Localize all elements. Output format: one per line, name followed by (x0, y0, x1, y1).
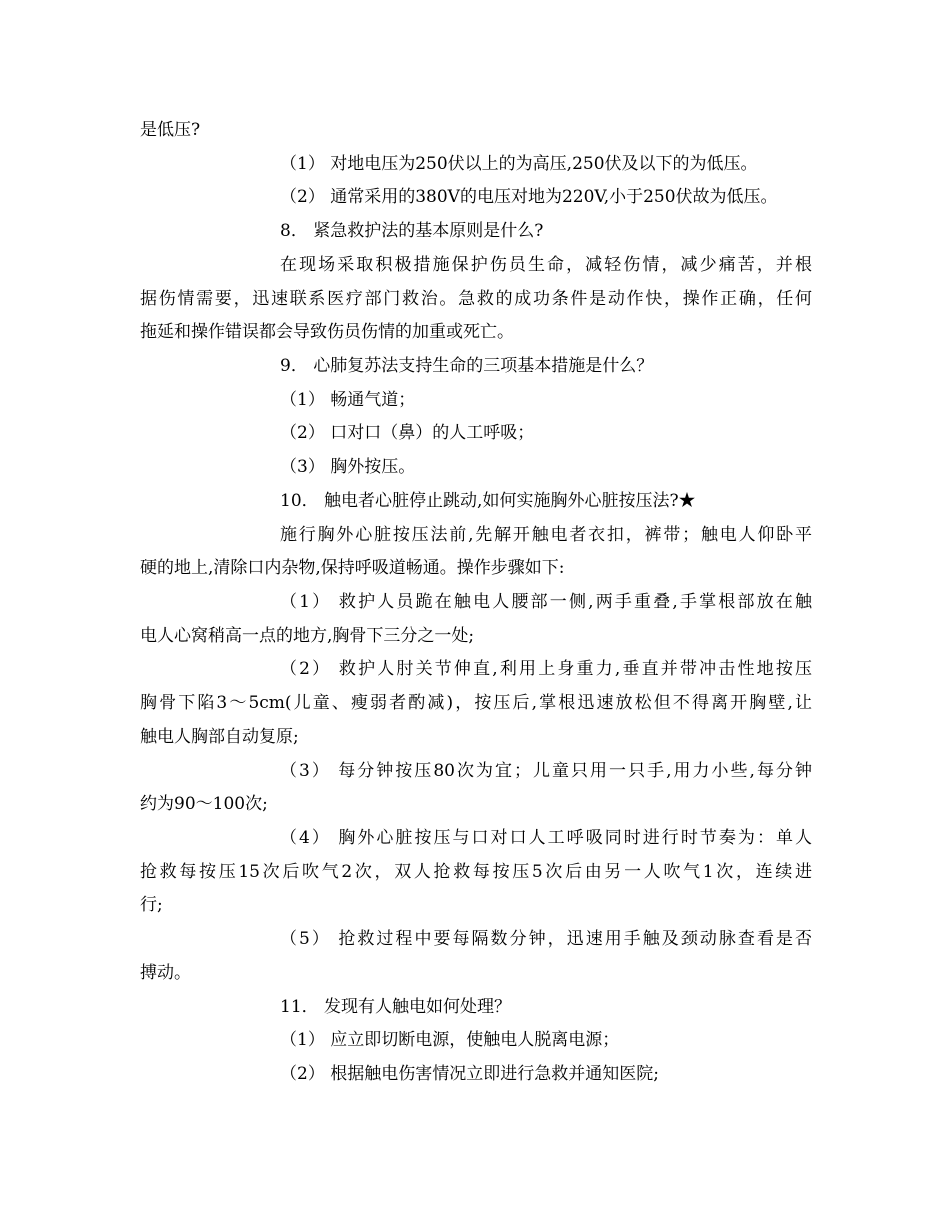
paragraph-line: 抢救每按压15次后吹气2次，双人抢救每按压5次后由另一人吹气1次，连续进 (140, 862, 812, 882)
list-item: （3） 胸外按压。 (280, 457, 416, 477)
paragraph-line: 触电人胸部自动复原; (140, 727, 299, 747)
list-item: （2） 通常采用的380V的电压对地为220V,小于250伏故为低压。 (280, 187, 778, 207)
text-line: 是低压? (140, 120, 201, 140)
paragraph-line: 据伤情需要，迅速联系医疗部门救治。急救的成功条件是动作快，操作正确，任何 (140, 289, 812, 309)
list-item: （2） 救护人肘关节伸直,利用上身重力,垂直并带冲击性地按压 (280, 659, 812, 679)
list-item: （1） 畅通气道； (280, 390, 416, 410)
paragraph-line: 在现场采取积极措施保护伤员生命，减轻伤情，减少痛苦，并根 (280, 255, 812, 275)
question-heading: 9． 心肺复苏法支持生命的三项基本措施是什么？ (280, 356, 654, 376)
list-item: （1） 应立即切断电源，使触电人脱离电源； (280, 1030, 620, 1050)
paragraph-line: 约为90～100次; (140, 794, 268, 814)
list-item: （2） 口对口（鼻）的人工呼吸； (280, 423, 535, 443)
paragraph-line: 硬的地上,清除口内杂物,保持呼吸道畅通。操作步骤如下: (140, 558, 565, 578)
paragraph-line: 施行胸外心脏按压法前,先解开触电者衣扣，裤带；触电人仰卧平 (280, 525, 812, 545)
question-heading: 10． 触电者心脏停止跳动,如何实施胸外心脏按压法?★ (280, 491, 696, 511)
list-item: （3） 每分钟按压80次为宜；儿童只用一只手,用力小些,每分钟 (280, 761, 812, 781)
paragraph-line: 胸骨下陷3～5cm(儿童、瘦弱者酌减)，按压后,掌根迅速放松但不得离开胸壁,让 (140, 693, 812, 713)
question-heading: 8． 紧急救护法的基本原则是什么? (280, 221, 544, 241)
paragraph-line: 行; (140, 895, 163, 915)
paragraph-line: 拖延和操作错误都会导致伤员伤情的加重或死亡。 (140, 322, 514, 342)
list-item: （1） 救护人员跪在触电人腰部一侧,两手重叠,手掌根部放在触 (280, 592, 812, 612)
list-item: （5） 抢救过程中要每隔数分钟，迅速用手触及颈动脉查看是否 (280, 929, 812, 949)
paragraph-line: 搏动。 (140, 963, 191, 983)
question-heading: 11． 发现有人触电如何处理？ (280, 997, 512, 1017)
list-item: （2） 根据触电伤害情况立即进行急救并通知医院; (280, 1064, 659, 1084)
list-item: （4） 胸外心脏按压与口对口人工呼吸同时进行时节奏为：单人 (280, 828, 812, 848)
paragraph-line: 电人心窝稍高一点的地方,胸骨下三分之一处; (140, 626, 475, 646)
list-item: （1） 对地电压为250伏以上的为高压,250伏及以下的为低压。 (280, 154, 758, 174)
